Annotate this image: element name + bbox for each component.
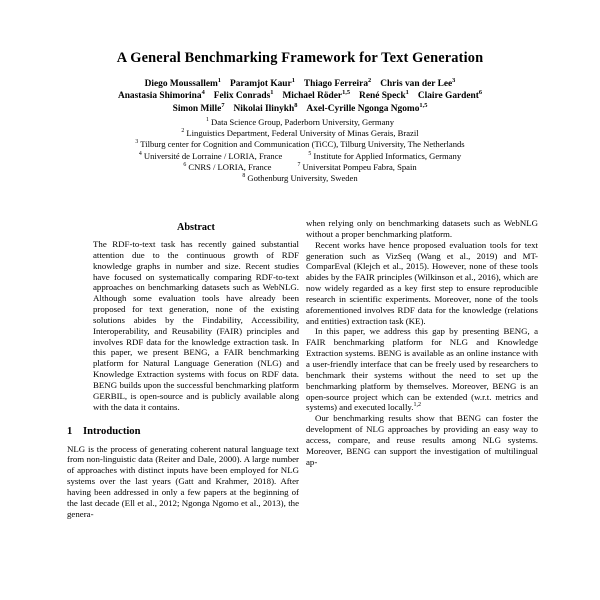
affiliation-marker: 4 [138,150,142,157]
abstract-heading: Abstract [177,222,215,233]
affiliation-row [14,139,586,150]
author-name: Chris van der Lee$^3$ [380,77,456,90]
author-row [22,103,578,115]
affiliation-entry: $^6$ CNRS / LORIA, France [183,161,272,172]
right-paragraph-3-text: In this paper, we address this gap by presenting BENG, a FAIR benchmarking platform for NLG and Knowledge Extraction systems. BENG is available as an online instance with a user-friendly interface that can be freely used by researchers to benchmark their systems without the need to set up the benchmarking platform by themselves. Moreover, BENG is an open-source project which can be extended (w.r.t. metrics and systems) and executed locally. [306,326,538,413]
affiliation-entry: $^8$ Gothenburg University, Sweden [242,172,358,183]
section-heading-introduction [67,426,299,437]
author-name: Thiago Ferreira$^2$ [303,77,372,90]
author-name: Paramjot Kaur$^1$ [229,77,295,90]
affiliation-marker: 6 [183,161,187,168]
affiliation-marker: 2 [181,128,185,135]
author-name: Anastasia Shimorina$^4$ [117,89,205,102]
affiliation-row [14,128,586,139]
author-affiliation-marker: 1 [217,77,221,85]
author-affiliation-marker: 1 [270,89,274,97]
page-title: A General Benchmarking Framework for Text Generation [116,50,484,66]
author-name: Felix Conrads$^1$ [213,89,274,102]
affiliation-list [14,117,586,184]
author-affiliation-marker: 3 [452,77,456,85]
affiliation-marker: 7 [297,161,301,168]
abstract-paragraph: The RDF-to-text task has recently gained substantial attention due to the continuous growth of RDF knowledge graphs in number and size. Recent studies have focused on systematically comparing RDF-to-text approaches on benchmarking datasets such as WebNLG. Although some evaluation tools have already been proposed for text generation, none of the existing solutions abides by the Findability, Accessibility, Interoperability, and Reusability (FAIR) principles and involves RDF data for the knowledge extraction task. In this paper, we present BENG, a FAIR benchmarking platform for Natural Language Generation (NLG) and Knowledge Extraction systems with focus on RDF data. BENG builds upon the successful benchmarking platform GERBIL, is open-source and is publicly available along with the data it contains. [93,239,299,412]
affiliation-entry: $^1$ Data Science Group, Paderborn University, Germany [205,116,395,127]
right-paragraph-3 [306,326,538,413]
affiliation-row [14,173,586,184]
author-row [22,78,578,90]
author-name: Axel-Cyrille Ngonga Ngomo$^{1,5}$ [306,101,428,114]
affiliation-entry: $^5$ Institute for Applied Informatics, Germany [308,150,462,161]
affiliation-row [14,117,586,128]
author-affiliation-marker: 1,5 [342,89,351,97]
right-paragraph-2: Recent works have hence proposed evaluation tools for text generation such as VizSeq (Wang et al., 2019) and MT-ComparEval (Klejch et al., 2015). However, none of these tools abides by the FAIR principles (Wilkinson et al., 2016), which are now widely regarded as a key first step to ensure reproducible research in scientific experiments. Moreover, none of the tools aforementioned involves RDF data for the knowledge (relations and entities) extraction task (KE). [306,239,538,326]
affiliation-marker: 1 [205,117,209,124]
affiliation-marker: 3 [135,139,139,146]
author-affiliation-marker: 2 [368,77,372,85]
left-column [67,218,299,600]
affiliation-entry: $^2$ Linguistics Department, Federal University of Minas Gerais, Brazil [181,128,419,139]
affiliation-row [14,151,586,162]
author-list [22,78,578,115]
affiliation-marker: 8 [242,173,246,180]
right-paragraph-1: when relying only on benchmarking datasets such as WebNLG without a proper benchmarking platform. [306,218,538,239]
author-affiliation-marker: 7 [221,101,225,109]
author-name: René Speck$^1$ [359,89,409,102]
footnote-markers: 1,2 [413,402,421,409]
right-paragraph-4: Our benchmarking results show that BENG can foster the development of NLG approaches by providing an easy way to access, compare, and reuse results among NLG systems. Moreover, BENG can support the investigation of multilingual ap- [306,413,538,467]
author-name: Diego Moussallem$^1$ [144,77,221,90]
author-name: Nikolai Ilinykh$^8$ [233,101,298,114]
affiliation-entry: $^4$ Université de Lorraine / LORIA, France [138,150,283,161]
affiliation-entry: $^3$ Tilburg center for Cognition and Communication (TiCC), Tilburg University, The Netherlands [135,139,465,150]
intro-paragraph: NLG is the process of generating coherent natural language text from non-linguistic data (Reiter and Dale, 2000). A large number of approaches with distinct inputs have been employed for NLG systems over the last years (Gatt and Krahmer, 2018). After having been addressed in only a few papers at the beginning of the last decade (Ell et al., 2012; Ngonga Ngomo et al., 2013), the genera- [67,443,299,519]
author-affiliation-marker: 6 [478,89,483,97]
abstract-block [93,222,299,413]
two-column-body [0,218,600,600]
author-affiliation-marker: 1 [405,89,409,97]
right-column [306,218,538,600]
author-affiliation-marker: 1 [291,77,295,85]
affiliation-row [14,162,586,173]
author-name: Michael Röder$^{1,5}$ [282,89,351,102]
author-affiliation-marker: 4 [201,89,205,97]
affiliation-marker: 5 [308,150,312,157]
author-affiliation-marker: 8 [294,101,298,109]
author-affiliation-marker: 1,5 [419,101,428,109]
author-row [22,90,578,102]
section-number: 1 [67,425,73,437]
section-title: Introduction [83,425,141,437]
title-block [0,0,600,184]
author-name: Simon Mille$^7$ [172,101,225,114]
author-name: Claire Gardent$^6$ [417,89,483,102]
affiliation-entry: $^7$ Universitat Pompeu Fabra, Spain [297,161,417,172]
